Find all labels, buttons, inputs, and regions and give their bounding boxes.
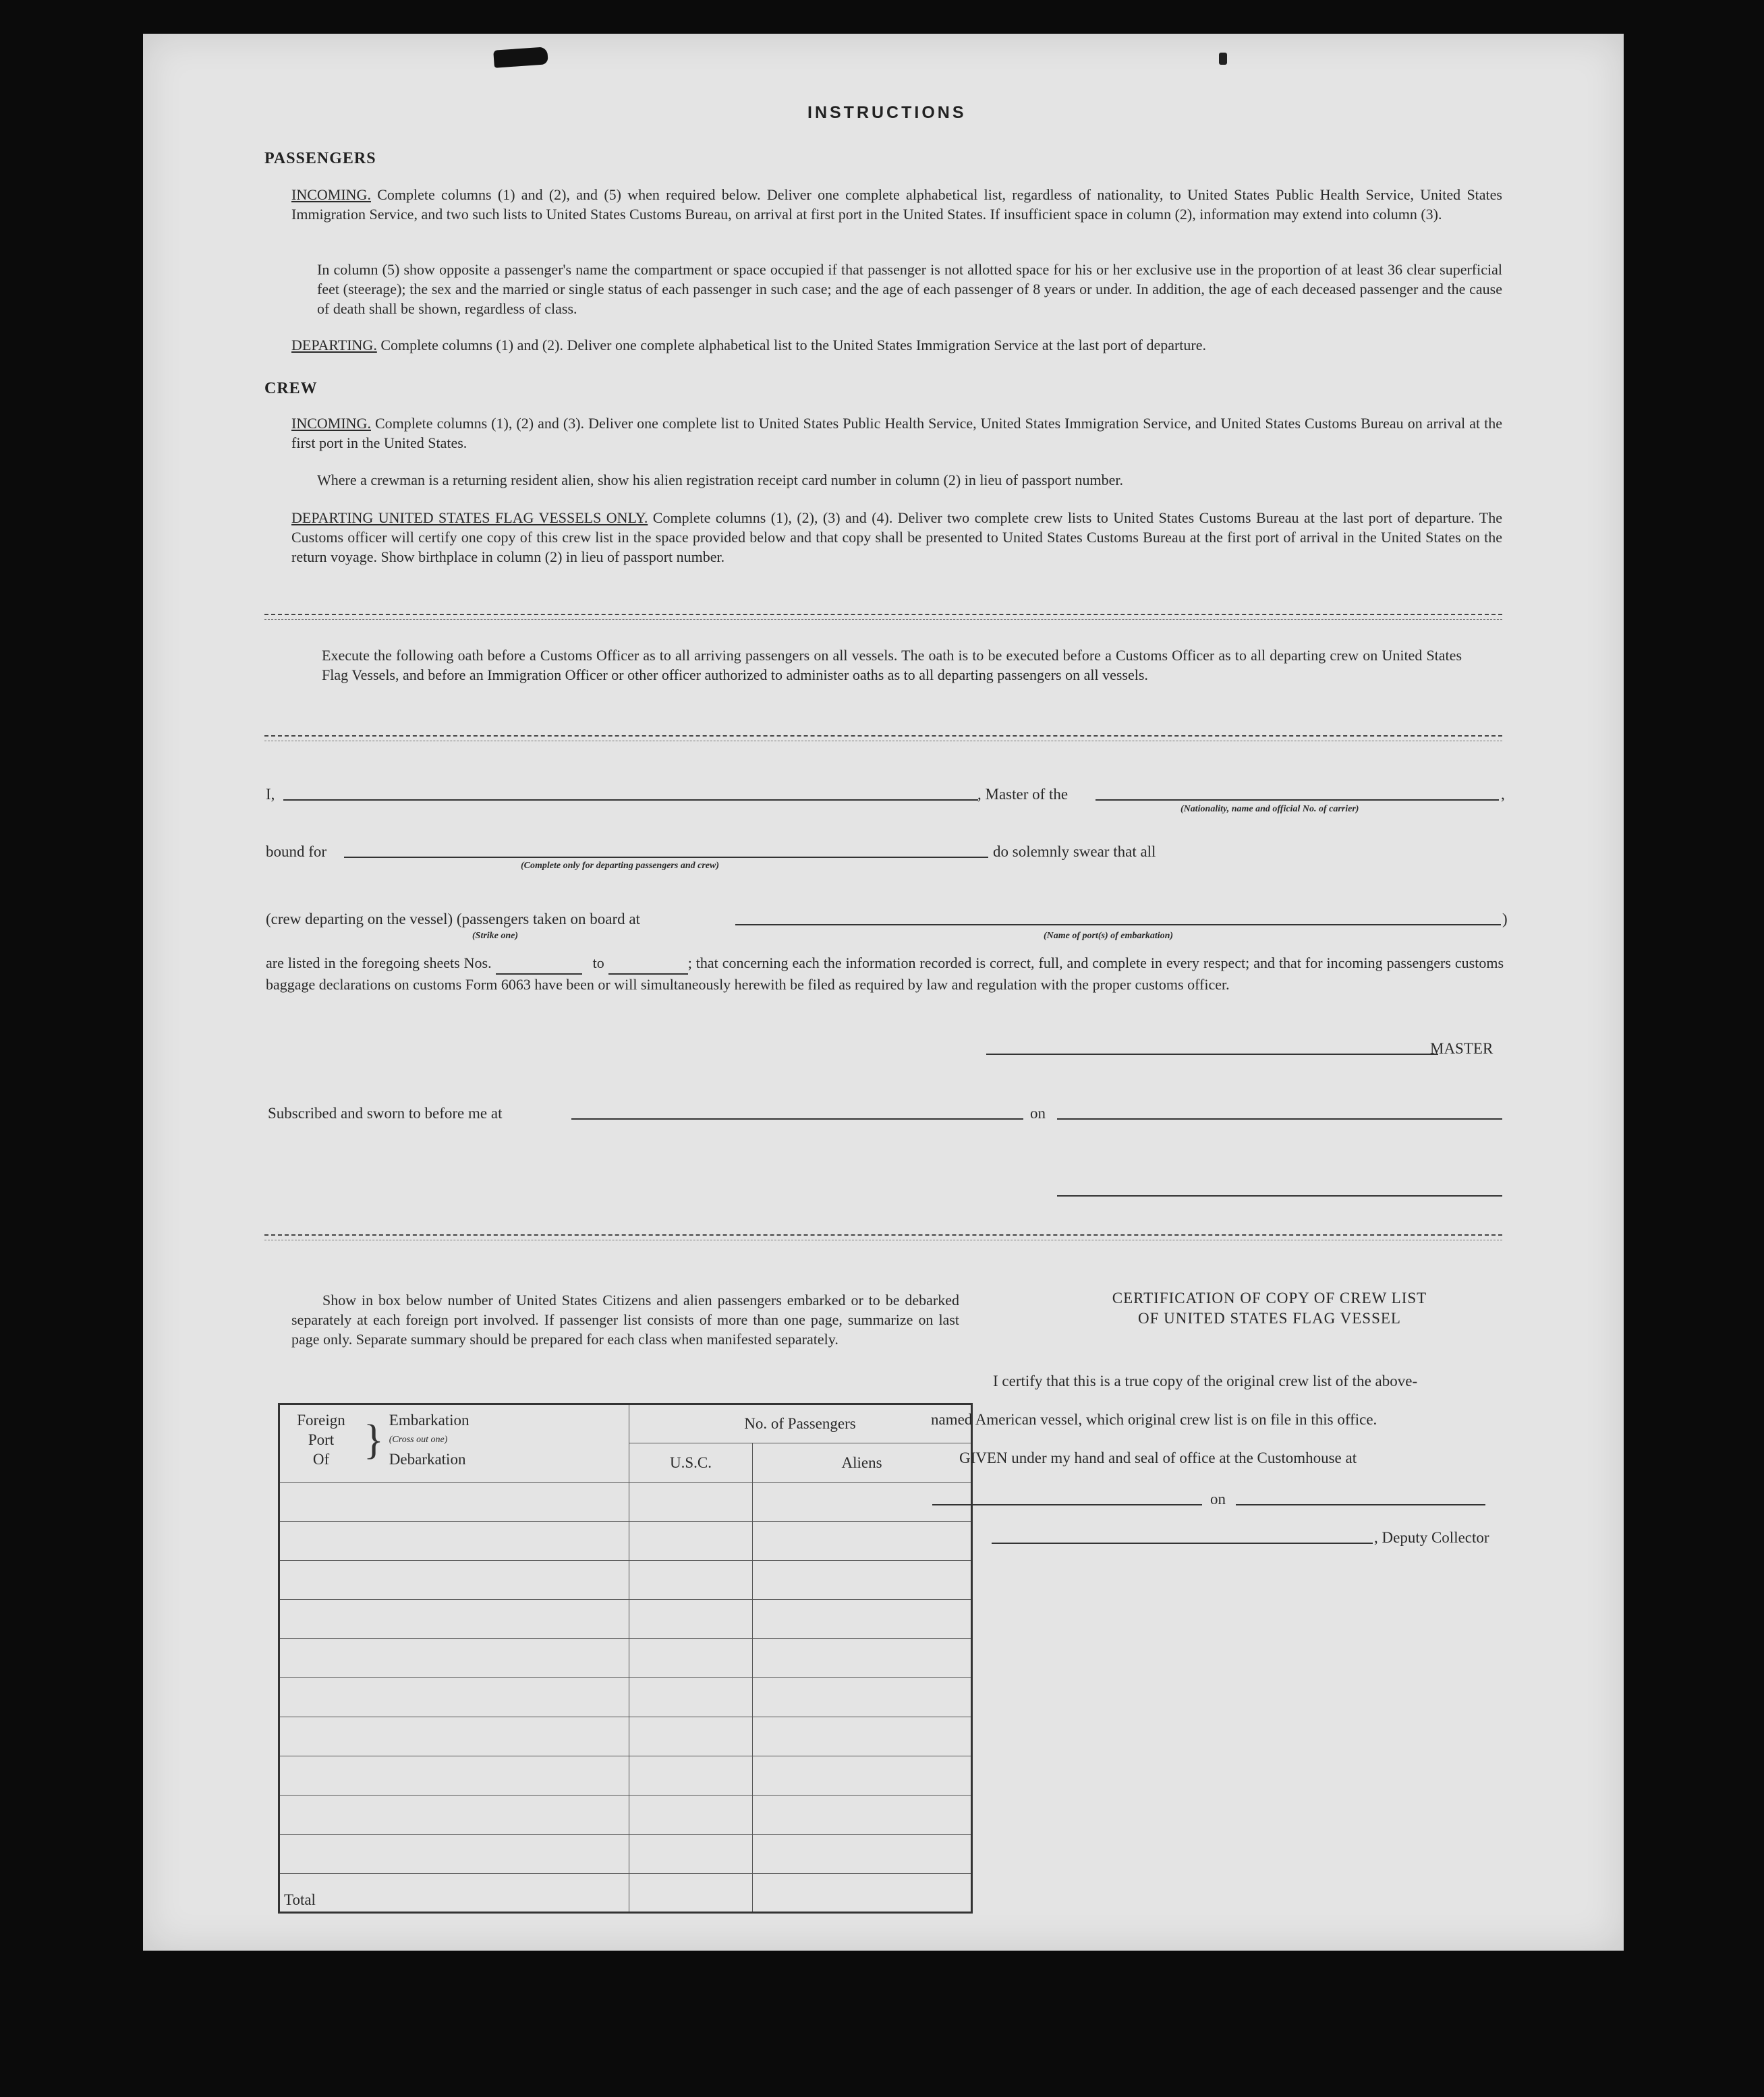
separator-2 [264, 735, 1502, 741]
table-row-aliens[interactable] [753, 1600, 972, 1639]
master-signature-line[interactable] [986, 1054, 1438, 1055]
table-row-usc[interactable] [629, 1639, 753, 1678]
of-label: Of [312, 1451, 330, 1468]
form-sheet [143, 34, 1624, 1951]
no-passengers-header: No. of Passengers [629, 1404, 972, 1443]
swear-label: do solemnly swear that all [993, 843, 1156, 860]
bound-for-line[interactable] [344, 857, 988, 858]
brace-glyph: } [364, 1416, 384, 1463]
total-label: Total [279, 1874, 629, 1913]
crew-departing-label: (crew departing on the vessel) (passengers taken on board at [266, 911, 640, 927]
scan-smudge-mark [493, 47, 548, 68]
certify-line-1: I certify that this is a true copy of the original crew list of the above- [993, 1373, 1418, 1389]
crew-incoming-paragraph [291, 413, 1502, 453]
table-row-usc[interactable] [629, 1561, 753, 1600]
carrier-note: (Nationality, name and official No. of carrier) [1180, 804, 1359, 814]
subscribed-on-label: on [1030, 1105, 1046, 1122]
customhouse-place-line[interactable] [932, 1504, 1202, 1505]
table-row-aliens[interactable] [753, 1756, 972, 1796]
separator-1 [264, 614, 1502, 620]
table-row-port[interactable] [279, 1483, 629, 1522]
table-row-usc[interactable] [629, 1717, 753, 1756]
crew-heading: CREW [264, 380, 318, 397]
port-header-cell [279, 1404, 629, 1483]
listed-text: are listed in the foregoing sheets Nos. [266, 954, 492, 971]
crew-departing-paragraph [291, 508, 1502, 567]
certification-title-1: CERTIFICATION OF COPY OF CREW LIST [1112, 1290, 1427, 1306]
close-paren: ) [1502, 911, 1508, 927]
table-row-port[interactable] [279, 1717, 629, 1756]
table-row-port[interactable] [279, 1522, 629, 1561]
table-row-usc[interactable] [629, 1756, 753, 1796]
departing-note: (Complete only for departing passengers and crew) [521, 861, 719, 871]
departing-text: Complete columns (1) and (2). Deliver one complete alphabetical list to the United States Immigration Service at the last port of departure. [380, 337, 1207, 353]
subscribed-date-line[interactable] [1057, 1118, 1502, 1120]
embarkation-port-line[interactable] [735, 924, 1501, 925]
master-of-label: , Master of the [977, 786, 1069, 803]
scan-speck-mark [1219, 53, 1227, 65]
embarkation-label: Embarkation [389, 1412, 470, 1429]
table-row-aliens[interactable] [753, 1639, 972, 1678]
passengers-incoming-paragraph [291, 185, 1502, 224]
table-row-usc[interactable] [629, 1600, 753, 1639]
listed-paragraph [266, 953, 1504, 995]
departing-label: DEPARTING. [291, 337, 377, 353]
incoming-label: INCOMING. [291, 186, 371, 203]
subscribed-place-line[interactable] [571, 1118, 1023, 1120]
crew-incoming-text: Complete columns (1), (2) and (3). Deliver one complete list to United States Public Health Service, United States Immigration Service, and United States Customs Bureau on arrival at the first port in the United States. [291, 415, 1502, 451]
customhouse-date-line[interactable] [1236, 1504, 1485, 1505]
passengers-heading: PASSENGERS [264, 150, 376, 167]
carrier-line[interactable] [1096, 799, 1499, 801]
incoming-text: Complete columns (1) and (2), and (5) when required below. Deliver one complete alphabetical list, regardless of nationality, to United States Public Health Service, United States Immigration Service, and two such lists to United States Customs Bureau, on arrival at first port in the United States. If insufficient space in column (2), information may extend into column (3). [291, 186, 1502, 223]
table-row-port[interactable] [279, 1835, 629, 1874]
table-row-port[interactable] [279, 1600, 629, 1639]
separator-3 [264, 1234, 1502, 1240]
page-title: INSTRUCTIONS [807, 103, 967, 122]
crew-incoming-label: INCOMING. [291, 415, 371, 432]
comma-end: , [1501, 786, 1505, 803]
passenger-summary-table [278, 1403, 973, 1914]
total-usc[interactable] [629, 1874, 753, 1913]
table-row-usc[interactable] [629, 1483, 753, 1522]
certify-line-2: named American vessel, which original crew list is on file in this office. [931, 1411, 1377, 1428]
table-row-aliens[interactable] [753, 1796, 972, 1835]
table-row-usc[interactable] [629, 1796, 753, 1835]
passengers-departing-paragraph [291, 335, 1502, 355]
subscribed-label: Subscribed and sworn to before me at [268, 1105, 503, 1122]
sheet-to-line[interactable] [608, 953, 688, 975]
foreign-label: Foreign [297, 1412, 345, 1429]
table-row-aliens[interactable] [753, 1717, 972, 1756]
port-label: Port [308, 1431, 335, 1448]
alien-paragraph: Where a crewman is a returning resident alien, show his alien registration receipt card number in column (2) in lieu of passport number. [317, 471, 1123, 488]
to-label: to [592, 954, 604, 971]
usc-header: U.S.C. [629, 1443, 753, 1483]
table-row-aliens[interactable] [753, 1678, 972, 1717]
table-row-usc[interactable] [629, 1522, 753, 1561]
table-row-aliens[interactable] [753, 1835, 972, 1874]
oath-intro: Execute the following oath before a Customs Officer as to all arriving passengers on all vessels. The oath is to be executed before a Customs Officer as to all departing crew on United States Flag Vessels, and before an Immigration Officer or other officer authorized to administer oaths as to all departing passengers on all vessels. [322, 647, 1462, 683]
listed-rest: ; that concerning each the information recorded is correct, full, and complete in every respect; and that for incoming passengers customs baggage declarations on customs Form 6063 have been or will simultaneously herewith be filed as required by law and regulation with the proper customs officer. [266, 954, 1504, 993]
bound-for-label: bound for [266, 843, 327, 860]
crew-departing-text: Complete columns (1), (2), (3) and (4). Deliver two complete crew lists to United States Customs Bureau at the last port of departure. The Customs officer will certify one copy of this crew list in the space provided below and that copy shall be presented to United States Customs Bureau at the first port of arrival in the United States on the return voyage. Show birthplace in column (2) in lieu of passport number. [291, 509, 1503, 565]
sheet-from-line[interactable] [496, 953, 582, 975]
cross-out-note: (Cross out one) [389, 1435, 448, 1445]
table-row-port[interactable] [279, 1796, 629, 1835]
debarkation-label: Debarkation [389, 1451, 466, 1468]
table-row-port[interactable] [279, 1561, 629, 1600]
table-row-aliens[interactable] [753, 1522, 972, 1561]
strike-one-note: (Strike one) [472, 931, 519, 941]
deputy-collector-label: , Deputy Collector [1374, 1529, 1489, 1546]
table-row-port[interactable] [279, 1678, 629, 1717]
deputy-signature-line[interactable] [992, 1543, 1373, 1544]
table-row-port[interactable] [279, 1756, 629, 1796]
master-name-line[interactable] [283, 799, 978, 801]
summary-note: Show in box below number of United States Citizens and alien passengers embarked or to be debarked separately at each foreign port involved. If passenger list consists of more than one page, summarize on last page only. Separate summary should be prepared for each class when manifested separately. [291, 1292, 959, 1348]
table-row-aliens[interactable] [753, 1483, 972, 1522]
total-aliens[interactable] [753, 1874, 972, 1913]
given-text: GIVEN under my hand and seal of office at the Customhouse at [959, 1449, 1357, 1466]
oath-i-label: I, [266, 786, 275, 803]
certification-title-2: OF UNITED STATES FLAG VESSEL [1138, 1310, 1401, 1327]
column5-paragraph: In column (5) show opposite a passenger's name the compartment or space occupied if that passenger is not allotted space for his or her exclusive use in the proportion of at least 36 clear superficial feet (steerage); the sex and the married or single status of each passenger in such case; and the age of each passenger of 8 years or under. In addition, the age of each deceased passenger and the cause of death shall be shown, regardless of class. [317, 261, 1502, 317]
master-label: MASTER [1430, 1040, 1493, 1057]
crew-departing-label: DEPARTING UNITED STATES FLAG VESSELS ONLY. [291, 509, 648, 526]
table-row-aliens[interactable] [753, 1561, 972, 1600]
ports-note: (Name of port(s) of embarkation) [1044, 931, 1174, 941]
cert-on-label: on [1210, 1491, 1226, 1507]
table-row-usc[interactable] [629, 1678, 753, 1717]
officer-signature-line[interactable] [1057, 1195, 1502, 1197]
table-row-usc[interactable] [629, 1835, 753, 1874]
table-row-port[interactable] [279, 1639, 629, 1678]
aliens-header: Aliens [753, 1443, 972, 1483]
